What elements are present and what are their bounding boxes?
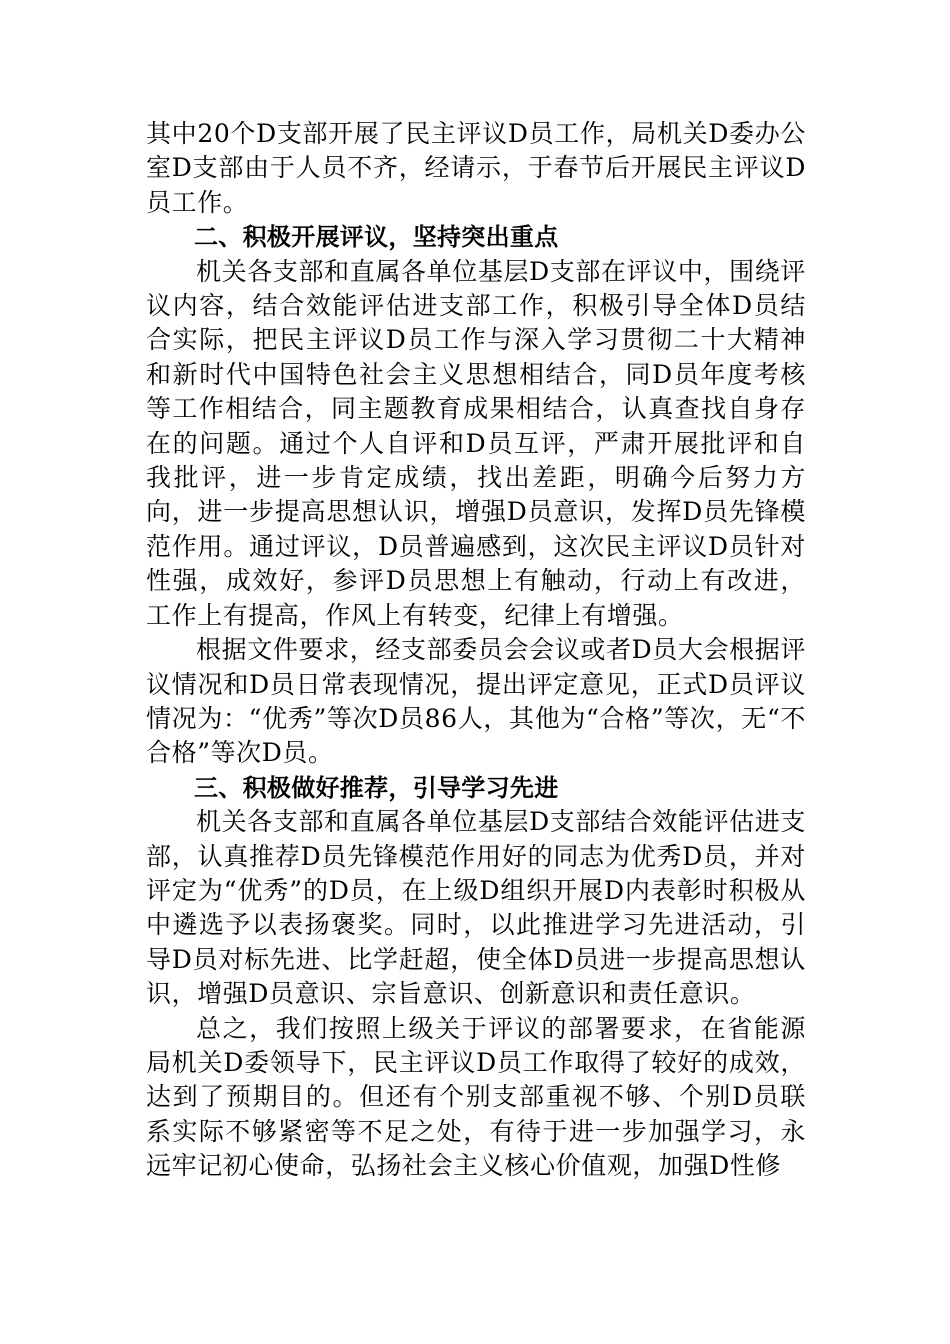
paragraph-summary: 总之，我们按照上级关于评议的部署要求，在省能源局机关D委领导下，民主评议D员工作取得了较好的成效，达到了预期目的。但还有个别支部重视不够、个别D员联系实际不够紧密等不足之处，有待于进一步加强学习，永远牢记初心使命，弘扬社会主义核心价值观，加强D性修	[146, 1013, 806, 1181]
section-heading-3: 三、积极做好推荐，引导学习先进	[194, 773, 559, 802]
paragraph-evaluation: 机关各支部和直属各单位基层D支部在评议中，围绕评议内容，结合效能评估进支部工作，积极引导全体D员结合实际，把民主评议D员工作与深入学习贯彻二十大精神和新时代中国特色社会主义思想相结合，同D员年度考核等工作相结合，同主题教育成果相结合，认真查找自身存在的问题。通过个人自评和D员互评，严肃开展批评和自我批评，进一步肯定成绩，找出差距，明确今后努力方向，进一步提高思想认识，增强D员意识，发挥D员先锋模范作用。通过评议，D员普遍感到，这次民主评议D员针对性强，成效好，参评D员思想上有触动，行动上有改进，工作上有提高，作风上有转变，纪律上有增强。	[146, 256, 806, 630]
document-page	[146, 117, 806, 1184]
paragraph-intro: 其中20个D支部开展了民主评议D员工作，局机关D委办公室D支部由于人员不齐，经请示，于春节后开展民主评议D员工作。	[146, 119, 806, 217]
paragraph-results: 根据文件要求，经支部委员会会议或者D员大会根据评议情况和D员日常表现情况，提出评定意见，正式D员评议情况为：“优秀”等次D员86人，其他为“合格”等次，无“不合格”等次D员。	[146, 635, 806, 768]
section-heading-2: 二、积极开展评议，坚持突出重点	[194, 223, 559, 252]
paragraph-recommendation: 机关各支部和直属各单位基层D支部结合效能评估进支部，认真推荐D员先锋模范作用好的同志为优秀D员，并对评定为“优秀”的D员，在上级D组织开展D内表彰时积极从中遴选予以表扬褒奖。同时，以此推进学习先进活动，引导D员对标先进、比学赶超，使全体D员进一步提高思想认识，增强D员意识、宗旨意识、创新意识和责任意识。	[146, 807, 806, 1009]
